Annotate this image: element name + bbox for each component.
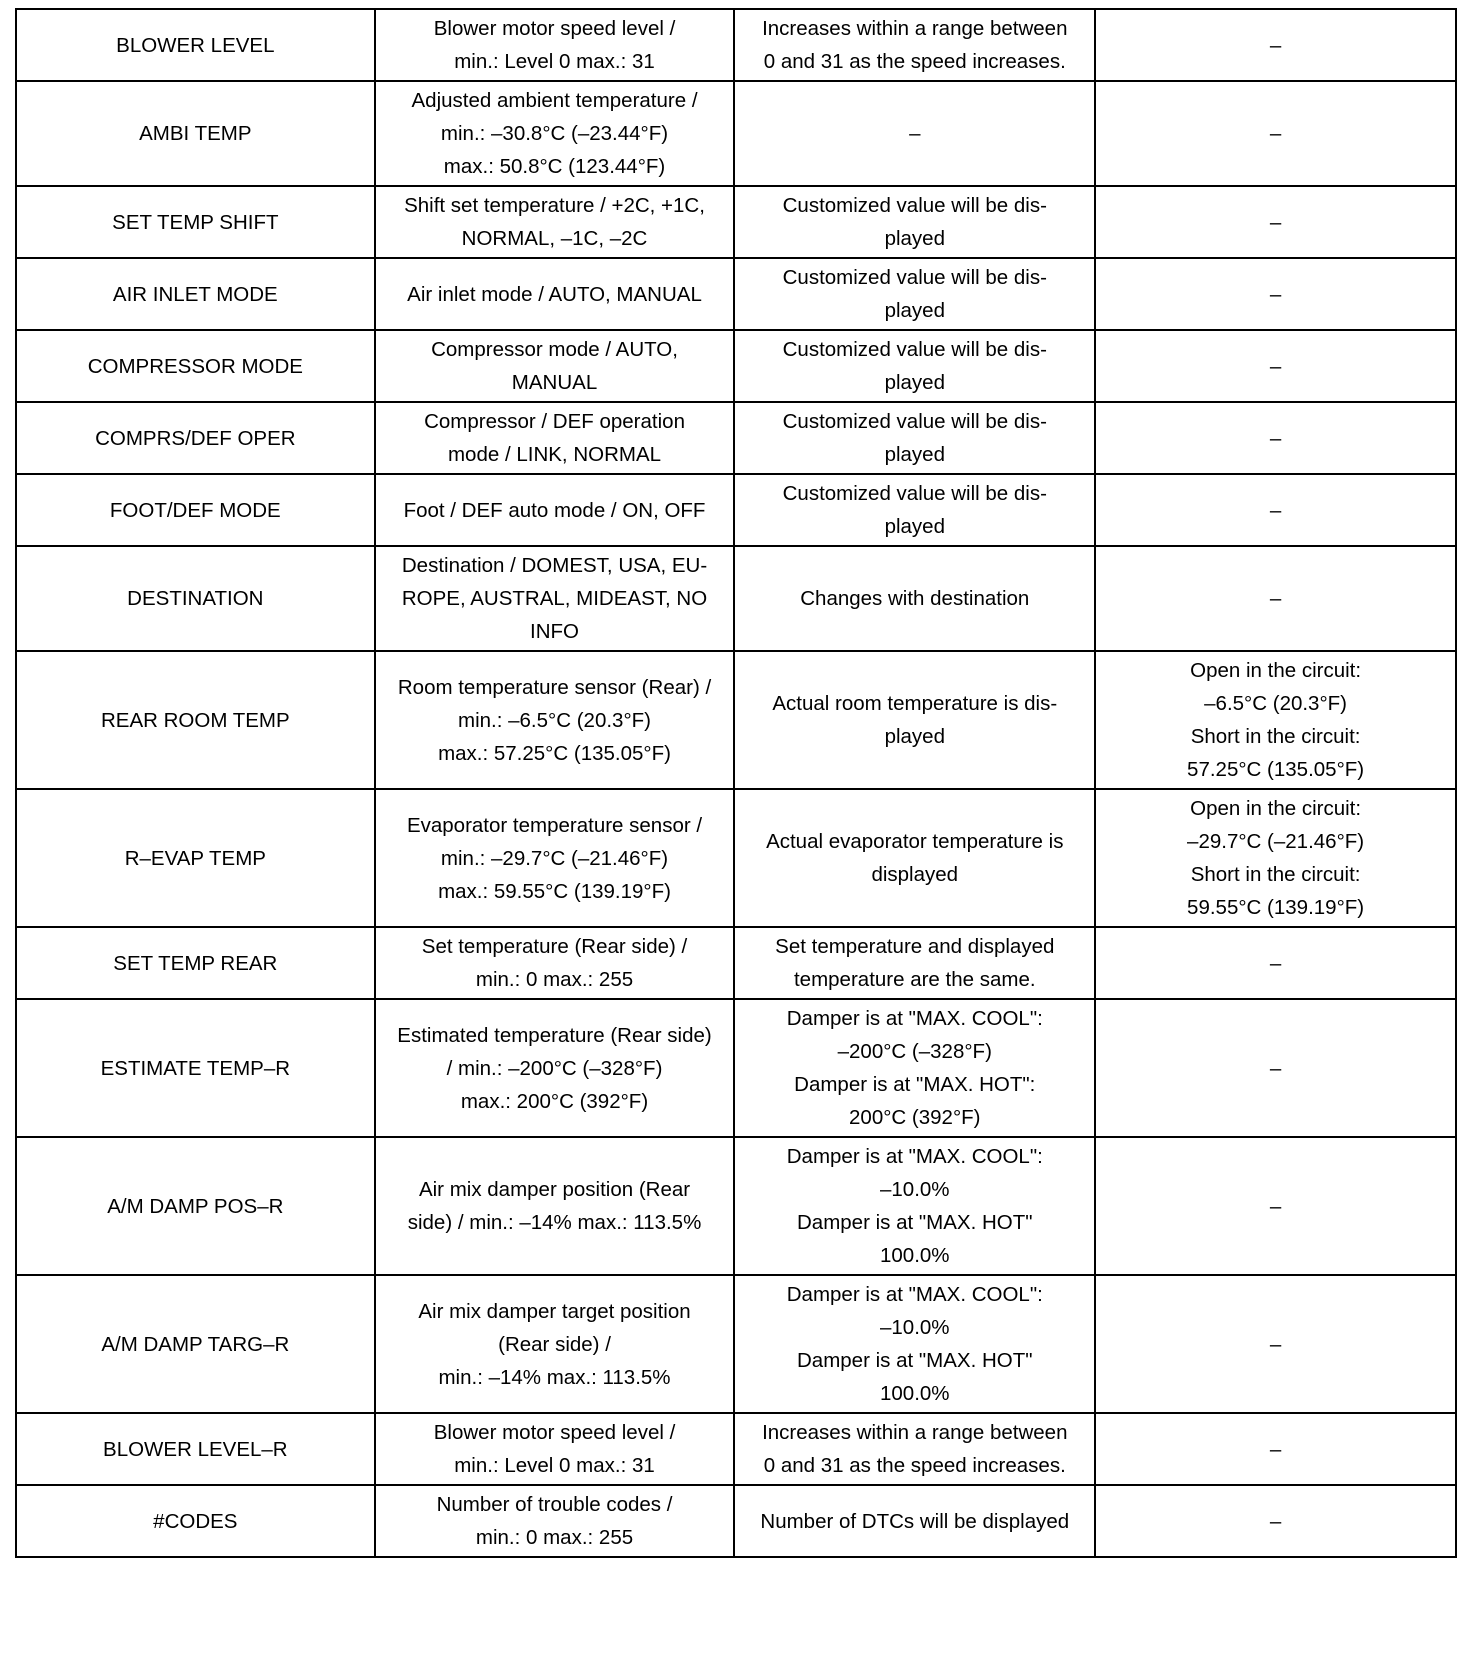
display-range-cell: Compressor / DEF operation mode / LINK, NORMAL: [375, 402, 735, 474]
item-name-cell: DESTINATION: [16, 546, 375, 651]
item-name-cell: BLOWER LEVEL–R: [16, 1413, 375, 1485]
display-range-cell: Compressor mode / AUTO, MANUAL: [375, 330, 735, 402]
table-row: [16, 1485, 1456, 1557]
normal-condition-cell: Damper is at "MAX. COOL": –200°C (–328°F) Damper is at "MAX. HOT": 200°C (392°F): [734, 999, 1095, 1137]
item-name-cell: ESTIMATE TEMP–R: [16, 999, 375, 1137]
item-name-cell: A/M DAMP TARG–R: [16, 1275, 375, 1413]
table-row: [16, 546, 1456, 651]
item-name-cell: REAR ROOM TEMP: [16, 651, 375, 789]
normal-condition-cell: Customized value will be dis- played: [734, 186, 1095, 258]
normal-condition-cell: Damper is at "MAX. COOL": –10.0% Damper is at "MAX. HOT" 100.0%: [734, 1275, 1095, 1413]
normal-condition-cell: Customized value will be dis- played: [734, 258, 1095, 330]
item-name-cell: A/M DAMP POS–R: [16, 1137, 375, 1275]
table-row: [16, 402, 1456, 474]
display-range-cell: Destination / DOMEST, USA, EU- ROPE, AUSTRAL, MIDEAST, NO INFO: [375, 546, 735, 651]
table-row: [16, 927, 1456, 999]
display-range-cell: Adjusted ambient temperature / min.: –30.8°C (–23.44°F) max.: 50.8°C (123.44°F): [375, 81, 735, 186]
data-table: [15, 8, 1457, 1558]
item-name-cell: AIR INLET MODE: [16, 258, 375, 330]
display-range-cell: Air mix damper position (Rear side) / min.: –14% max.: 113.5%: [375, 1137, 735, 1275]
diagnosis-cell: –: [1095, 1485, 1456, 1557]
diagnosis-cell: –: [1095, 999, 1456, 1137]
normal-condition-cell: Customized value will be dis- played: [734, 474, 1095, 546]
diagnosis-cell: –: [1095, 546, 1456, 651]
display-range-cell: Set temperature (Rear side) / min.: 0 max.: 255: [375, 927, 735, 999]
normal-condition-cell: Changes with destination: [734, 546, 1095, 651]
diagnosis-cell: –: [1095, 9, 1456, 81]
table-row: [16, 9, 1456, 81]
item-name-cell: FOOT/DEF MODE: [16, 474, 375, 546]
display-range-cell: Evaporator temperature sensor / min.: –29.7°C (–21.46°F) max.: 59.55°C (139.19°F): [375, 789, 735, 927]
table-row: [16, 81, 1456, 186]
diagnosis-cell: –: [1095, 330, 1456, 402]
item-name-cell: SET TEMP REAR: [16, 927, 375, 999]
diagnosis-cell: –: [1095, 1137, 1456, 1275]
display-range-cell: Foot / DEF auto mode / ON, OFF: [375, 474, 735, 546]
item-name-cell: COMPRESSOR MODE: [16, 330, 375, 402]
item-name-cell: COMPRS/DEF OPER: [16, 402, 375, 474]
diagnosis-cell: Open in the circuit: –6.5°C (20.3°F) Short in the circuit: 57.25°C (135.05°F): [1095, 651, 1456, 789]
table-row: [16, 1137, 1456, 1275]
normal-condition-cell: Customized value will be dis- played: [734, 402, 1095, 474]
display-range-cell: Room temperature sensor (Rear) / min.: –6.5°C (20.3°F) max.: 57.25°C (135.05°F): [375, 651, 735, 789]
table-row: [16, 474, 1456, 546]
normal-condition-cell: Number of DTCs will be displayed: [734, 1485, 1095, 1557]
normal-condition-cell: Damper is at "MAX. COOL": –10.0% Damper is at "MAX. HOT" 100.0%: [734, 1137, 1095, 1275]
normal-condition-cell: Set temperature and displayed temperature are the same.: [734, 927, 1095, 999]
normal-condition-cell: Increases within a range between 0 and 31 as the speed increases.: [734, 1413, 1095, 1485]
item-name-cell: SET TEMP SHIFT: [16, 186, 375, 258]
table-row: [16, 1275, 1456, 1413]
table-row: [16, 186, 1456, 258]
display-range-cell: Blower motor speed level / min.: Level 0 max.: 31: [375, 9, 735, 81]
item-name-cell: R–EVAP TEMP: [16, 789, 375, 927]
diagnosis-cell: –: [1095, 1413, 1456, 1485]
display-range-cell: Air mix damper target position (Rear side) / min.: –14% max.: 113.5%: [375, 1275, 735, 1413]
diagnosis-cell: –: [1095, 927, 1456, 999]
item-name-cell: BLOWER LEVEL: [16, 9, 375, 81]
normal-condition-cell: –: [734, 81, 1095, 186]
diagnosis-cell: –: [1095, 258, 1456, 330]
display-range-cell: Blower motor speed level / min.: Level 0 max.: 31: [375, 1413, 735, 1485]
diagnosis-cell: –: [1095, 81, 1456, 186]
display-range-cell: Air inlet mode / AUTO, MANUAL: [375, 258, 735, 330]
item-name-cell: #CODES: [16, 1485, 375, 1557]
diagnosis-cell: Open in the circuit: –29.7°C (–21.46°F) Short in the circuit: 59.55°C (139.19°F): [1095, 789, 1456, 927]
table-row: [16, 330, 1456, 402]
diagnosis-cell: –: [1095, 186, 1456, 258]
table-row: [16, 1413, 1456, 1485]
normal-condition-cell: Actual room temperature is dis- played: [734, 651, 1095, 789]
table-row: [16, 651, 1456, 789]
diagnosis-cell: –: [1095, 474, 1456, 546]
diagnosis-cell: –: [1095, 1275, 1456, 1413]
normal-condition-cell: Increases within a range between 0 and 31 as the speed increases.: [734, 9, 1095, 81]
display-range-cell: Number of trouble codes / min.: 0 max.: 255: [375, 1485, 735, 1557]
item-name-cell: AMBI TEMP: [16, 81, 375, 186]
table-row: [16, 999, 1456, 1137]
table-row: [16, 789, 1456, 927]
display-range-cell: Shift set temperature / +2C, +1C, NORMAL, –1C, –2C: [375, 186, 735, 258]
normal-condition-cell: Customized value will be dis- played: [734, 330, 1095, 402]
normal-condition-cell: Actual evaporator temperature is displayed: [734, 789, 1095, 927]
table-row: [16, 258, 1456, 330]
display-range-cell: Estimated temperature (Rear side) / min.: –200°C (–328°F) max.: 200°C (392°F): [375, 999, 735, 1137]
diagnosis-cell: –: [1095, 402, 1456, 474]
table-body: [16, 9, 1456, 1557]
